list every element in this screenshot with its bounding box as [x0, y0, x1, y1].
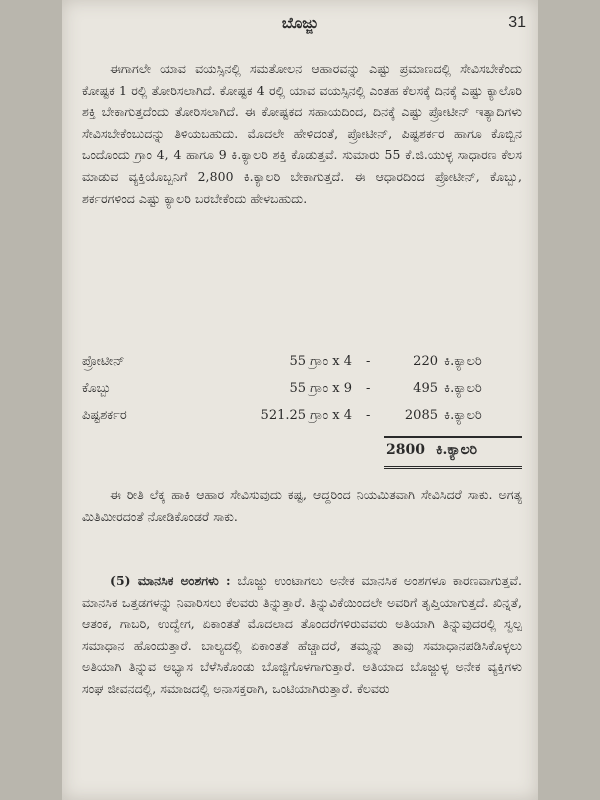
total-value: 2800	[386, 442, 425, 458]
calc-unit: ಕಿ.ಕ್ಯಾಲರಿ	[444, 381, 482, 396]
calc-row-fat	[82, 379, 522, 406]
calc-unit: ಕಿ.ಕ್ಯಾಲರಿ	[444, 408, 482, 423]
calorie-calculation-table	[82, 352, 522, 433]
calc-row-carbohydrate	[82, 406, 522, 433]
calc-label: ಪ್ರೋಟೀನ್	[82, 354, 125, 369]
calc-quantity: 521.25 ಗ್ರಾಂ x 4	[260, 408, 352, 423]
chapter-title: ಬೊಜ್ಜು	[281, 14, 319, 32]
paragraph-calorie-intro: ಈಗಾಗಲೇ ಯಾವ ವಯಸ್ಸಿನಲ್ಲಿ ಸಮತೋಲನ ಆಹಾರವನ್ನು ಎಷ್ಟು ಪ್ರಮಾಣದಲ್ಲಿ ಸೇವಿಸಬೇಕೆಂದು ಕೋಷ್ಟಕ 1 ರಲ್ಲಿ ತೋರಿಸಲಾಗಿದೆ. ಕೋಷ್ಟಕ 4 ರಲ್ಲಿ ಯಾವ ವಯಸ್ಸಿನಲ್ಲಿ ಎಂತಹ ಕೆಲಸಕ್ಕೆ ದಿನಕ್ಕೆ ಎಷ್ಟು ಕ್ಯಾಲೊರಿ ಶಕ್ತಿ ಬೇಕಾಗುತ್ತದೆಂದು ತೋರಿಸಲಾಗಿದೆ. ಈ ಕೋಷ್ಟಕದ ಸಹಾಯದಿಂದ, ದಿನಕ್ಕೆ ಎಷ್ಟು ಪ್ರೋಟೀನ್ ಇತ್ಯಾದಿಗಳು ಸೇವಿಸಬೇಕೆಂಬುದನ್ನು ತಿಳಿಯಬಹುದು. ಮೊದಲೇ ಹೇಳಿದಂತೆ, ಪ್ರೋಟೀನ್, ಪಿಷ್ಟಶರ್ಕರ ಹಾಗೂ ಕೊಬ್ಬಿನ ಒಂದೊಂದು ಗ್ರಾಂ 4, 4 ಹಾಗೂ 9 ಕಿ.ಕ್ಯಾಲರಿ ಶಕ್ತಿ ಕೊಡುತ್ತವೆ. ಸುಮಾರು 55 ಕೆ.ಜಿ.ಯುಳ್ಳ ಸಾಧಾರಣ ಕೆಲಸ ಮಾಡುವ ವ್ಯಕ್ತಿಯೊಬ್ಬನಿಗೆ 2,800 ಕಿ.ಕ್ಯಾಲರಿ ಬೇಕಾಗುತ್ತದೆ. ಈ ಆಧಾರದಿಂದ ಪ್ರೋಟೀನ್, ಕೊಬ್ಬು, ಶರ್ಕರಗಳಿಂದ ಎಷ್ಟು ಕ್ಯಾಲರಿ ಬರಬೇಕೆಂದು ಹೇಳಬಹುದು.	[82, 61, 522, 206]
calc-label: ಕೊಬ್ಬು	[82, 381, 112, 396]
calc-value: 495	[413, 381, 438, 396]
calc-quantity: 55 ಗ್ರಾಂ x 9	[289, 381, 352, 396]
book-page	[62, 0, 538, 800]
calc-row-protein	[82, 352, 522, 379]
total-unit: ಕಿ.ಕ್ಯಾಲರಿ	[436, 442, 478, 458]
calc-unit: ಕಿ.ಕ್ಯಾಲರಿ	[444, 354, 482, 369]
paragraph-practical-note: ಈ ರೀತಿ ಲೆಕ್ಕ ಹಾಕಿ ಆಹಾರ ಸೇವಿಸುವುದು ಕಷ್ಟ, ಆದ್ದರಿಂದ ನಿಯಮಿತವಾಗಿ ಸೇವಿಸಿದರೆ ಸಾಕು. ಅಗತ್ಯ ಮಿತಿಮೀರದಂತೆ ನೋಡಿಕೊಂಡರೆ ಸಾಕು.	[82, 487, 522, 524]
calc-value: 220	[413, 354, 438, 369]
calc-value: 2085	[404, 408, 438, 423]
calc-dash: -	[366, 381, 371, 396]
calc-dash: -	[366, 408, 371, 423]
calc-dash: -	[366, 354, 371, 369]
paragraph-psychological-factors	[82, 570, 522, 700]
calc-quantity: 55 ಗ್ರಾಂ x 4	[289, 354, 352, 369]
section-heading: (5) ಮಾನಸಿಕ ಅಂಶಗಳು :	[110, 573, 231, 588]
calc-label: ಪಿಷ್ಟಶರ್ಕರ	[82, 408, 127, 423]
section-text: ಬೊಜ್ಜು ಉಂಟಾಗಲು ಅನೇಕ ಮಾನಸಿಕ ಅಂಶಗಳೂ ಕಾರಣವಾಗುತ್ತವೆ. ಮಾನಸಿಕ ಒತ್ತಡಗಳನ್ನು ನಿವಾರಿಸಲು ಕೆಲವರು ತಿನ್ನುತ್ತಾರೆ. ತಿನ್ನುವಿಕೆಯಿಂದಲೇ ಅವರಿಗೆ ತೃಪ್ತಿಯಾಗುತ್ತದೆ. ಖಿನ್ನತೆ, ಆತಂಕ, ಗಾಬರಿ, ಉದ್ವೇಗ, ಏಕಾಂತತೆ ಮೊದಲಾದ ತೊಂದರೆಗಳಿರುವವರು ಅತಿಯಾಗಿ ತಿನ್ನುವುದರಲ್ಲಿ ಸ್ವಲ್ಪ ಸಮಾಧಾನ ಹೊಂದುತ್ತಾರೆ. ಬಾಲ್ಯದಲ್ಲಿ ಏಕಾಂತತೆ ಹೆಚ್ಚಾದರೆ, ತಮ್ಮನ್ನು ತಾವು ಸಮಾಧಾನಪಡಿಸಿಕೊಳ್ಳಲು ಅತಿಯಾಗಿ ತಿನ್ನುವ ಅಭ್ಯಾಸ ಬೆಳೆಸಿಕೊಂಡು ಬೊಜ್ಜಿಗೊಳಗಾಗುತ್ತಾರೆ. ಅತಿಯಾದ ಬೊಜ್ಜುಳ್ಳ ಅನೇಕ ವ್ಯಕ್ತಿಗಳು ಸಂಘ ಜೀವನದಲ್ಲಿ, ಸಮಾಜದಲ್ಲಿ ಅನಾಸಕ್ತರಾಗಿ, ಒಂಟಿಯಾಗಿರುತ್ತಾರೆ. ಕೆಲವರು	[82, 573, 522, 696]
calc-total	[384, 436, 522, 469]
running-header	[62, 14, 538, 36]
page-number: 31	[508, 14, 526, 31]
